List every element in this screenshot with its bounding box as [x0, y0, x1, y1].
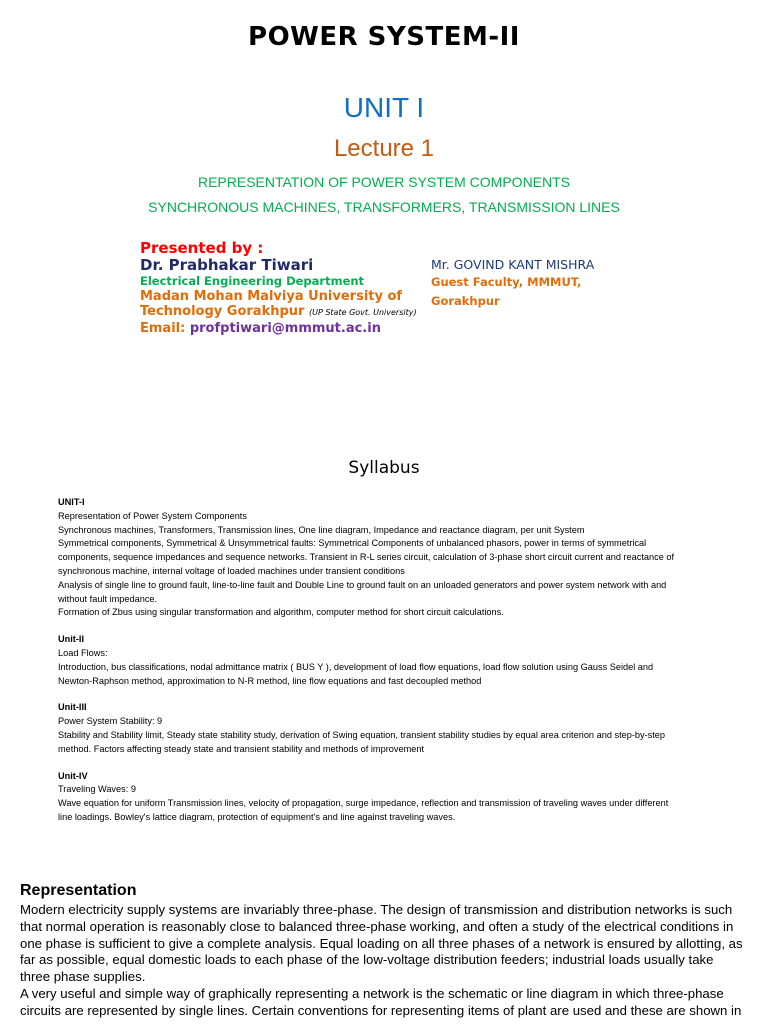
- syllabus-line: components, sequence impedances and sequence networks. Transient in R-L series circuit, calculation of 3-phase short circuit current and reactance of: [58, 552, 675, 563]
- syllabus-line: method. Factors affecting steady state and transient stability and methods of improvement: [58, 743, 424, 754]
- syllabus-line: Formation of Zbus using singular transformation and algorithm, computer method for short circuit calculations.: [58, 607, 504, 618]
- representation-line: that normal operation is reasonably close to balanced three-phase working, and often a study of the electrical conditions in: [20, 918, 734, 934]
- syllabus-title: Syllabus: [348, 458, 420, 478]
- syllabus-line: Newton-Raphson method, approximation to N-R method, line flow equations and fast decoupled method: [58, 675, 482, 686]
- representation-line: A very useful and simple way of graphically representing a network is the schematic or line diagram in which three-phase: [20, 985, 724, 1001]
- syllabus-line: without fault impedance.: [58, 593, 158, 604]
- presenter-email-line: [140, 320, 417, 337]
- presenter-university-line2: [140, 304, 417, 320]
- representation-body: [20, 902, 748, 1020]
- syllabus-line: Stability and Stability limit, Steady state stability study, derivation of Swing equation, transient stability studies by equal area criterion and step-by-step: [58, 729, 666, 740]
- syllabus-line: Wave equation for uniform Transmission lines, velocity of propagation, surge impedance, reflection and transmission of traveling waves under different: [58, 798, 669, 809]
- presenter-department: Electrical Engineering Department: [140, 274, 365, 288]
- syllabus-line: Traveling Waves: 9: [58, 784, 136, 795]
- syllabus-line: Synchronous machines, Transformers, Transmission lines, One line diagram, Impedance and reactance diagram, per unit System: [58, 524, 585, 535]
- representation-heading: Representation: [20, 882, 137, 899]
- presented-by-label: Presented by :: [140, 239, 264, 257]
- syllabus-line: Representation of Power System Components: [58, 510, 247, 521]
- representation-section: [20, 880, 748, 1020]
- syllabus-unit: [58, 701, 708, 756]
- syllabus-line: Analysis of single line to ground fault, line-to-line fault and Double Line to ground fault on an unloaded generators and power system network with and: [58, 579, 667, 590]
- syllabus-unit: [58, 496, 708, 620]
- syllabus-unit-heading: Unit-III: [58, 702, 87, 713]
- presenter-name: Dr. Prabhakar Tiwari: [140, 256, 314, 274]
- syllabus-line: Introduction, bus classifications, nodal admittance matrix ( BUS Y ), development of load flow equations, load flow solution using Gauss Seidel and: [58, 661, 654, 672]
- university-note: (UP State Govt. University): [309, 308, 417, 317]
- co-presenter-role-line2: Gorakhpur: [431, 294, 500, 308]
- presenter-block: [140, 240, 417, 337]
- subtitle-components: REPRESENTATION OF POWER SYSTEM COMPONENTS: [197, 174, 571, 190]
- syllabus-line: Power System Stability: 9: [58, 716, 163, 727]
- syllabus-line: Symmetrical components, Symmetrical & Unsymmetrical faults: Symmetrical Components of unbalanced phasors, power in terms of symmetrical: [58, 538, 647, 549]
- unit-heading: UNIT I: [343, 92, 425, 123]
- co-presenter-name: Mr. GOVIND KANT MISHRA: [431, 257, 595, 272]
- lecture-heading: Lecture 1: [333, 135, 435, 162]
- email-address[interactable]: profptiwari@mmmut.ac.in: [189, 321, 381, 336]
- co-presenter-role-line1: Guest Faculty, MMMUT,: [431, 275, 582, 289]
- syllabus-unit: [58, 770, 708, 825]
- subtitle-machines: SYNCHRONOUS MACHINES, TRANSFORMERS, TRANSMISSION LINES: [148, 199, 620, 215]
- syllabus-line: Load Flows:: [58, 647, 108, 658]
- syllabus-body: [58, 496, 708, 838]
- syllabus-line: line loadings. Bowley's lattice diagram, protection of equipment's and line against traveling waves.: [58, 811, 456, 822]
- presenter-university-line1: Madan Mohan Malviya University of: [140, 289, 403, 304]
- document-title: POWER SYSTEM-II: [248, 22, 520, 52]
- representation-line: circuits are represented by single lines. Certain conventions for representing items of plant are used and these are shown in: [20, 1002, 742, 1018]
- syllabus-unit-heading: Unit-II: [58, 634, 85, 645]
- co-presenter-block: [431, 256, 594, 311]
- university-name: Technology Gorakhpur: [140, 304, 305, 319]
- syllabus-unit: [58, 633, 708, 688]
- representation-line: far as possible, equal domestic loads to each phase of the low-voltage distribution feeders; industrial loads usually take: [20, 952, 714, 968]
- representation-line: one phase is sufficient to give a complete analysis. Equal loading on all three phases of a network is ensured by allotting, as: [20, 935, 743, 951]
- syllabus-unit-heading: Unit-IV: [58, 770, 88, 781]
- email-label: Email:: [140, 321, 186, 336]
- representation-line: three phase supplies.: [20, 969, 146, 985]
- syllabus-unit-heading: UNIT-I: [58, 497, 85, 507]
- syllabus-line: synchronous machine, internal voltage of loaded machines under transient conditions: [58, 565, 405, 576]
- representation-line: Modern electricity supply systems are invariably three-phase. The design of transmission and distribution networks is such: [20, 902, 733, 917]
